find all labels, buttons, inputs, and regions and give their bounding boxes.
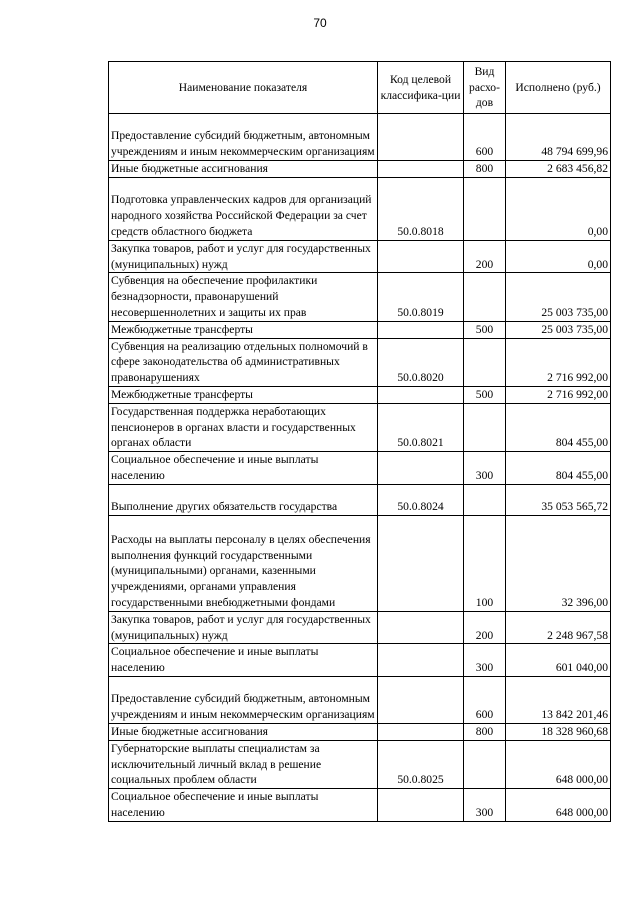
table-row xyxy=(109,386,611,403)
row-executed-amount: 804 455,00 xyxy=(506,403,611,451)
row-target-code xyxy=(378,611,464,644)
table-row xyxy=(109,676,611,723)
row-indicator-name: Предоставление субсидий бюджетным, автономным учреждениям и иным некоммерческим организациям xyxy=(109,114,378,161)
row-indicator-name: Предоставление субсидий бюджетным, автономным учреждениям и иным некоммерческим организациям xyxy=(109,676,378,723)
row-expense-type: 800 xyxy=(464,723,506,740)
row-target-code: 50.0.8018 xyxy=(378,177,464,240)
row-expense-type xyxy=(464,403,506,451)
table-row xyxy=(109,321,611,338)
row-indicator-name: Субвенция на обеспечение профилактики безнадзорности, правонарушений несовершеннолетних и защиты их прав xyxy=(109,273,378,321)
table-row xyxy=(109,452,611,485)
row-target-code: 50.0.8019 xyxy=(378,273,464,321)
row-executed-amount: 648 000,00 xyxy=(506,740,611,788)
header-executed-amount: Исполнено (руб.) xyxy=(506,62,611,114)
row-executed-amount: 2 716 992,00 xyxy=(506,386,611,403)
row-expense-type xyxy=(464,273,506,321)
header-indicator-name: Наименование показателя xyxy=(109,62,378,114)
table-row xyxy=(109,240,611,273)
row-target-code xyxy=(378,240,464,273)
row-target-code xyxy=(378,644,464,677)
row-expense-type: 300 xyxy=(464,644,506,677)
row-executed-amount: 2 716 992,00 xyxy=(506,338,611,386)
row-target-code xyxy=(378,723,464,740)
row-target-code: 50.0.8025 xyxy=(378,740,464,788)
row-executed-amount: 32 396,00 xyxy=(506,515,611,611)
row-indicator-name: Закупка товаров, работ и услуг для государственных (муниципальных) нужд xyxy=(109,611,378,644)
row-expense-type: 200 xyxy=(464,611,506,644)
row-executed-amount: 25 003 735,00 xyxy=(506,321,611,338)
row-target-code xyxy=(378,676,464,723)
table-row xyxy=(109,789,611,822)
table-row xyxy=(109,644,611,677)
row-target-code: 50.0.8021 xyxy=(378,403,464,451)
row-indicator-name: Губернаторские выплаты специалистам за исключительный личный вклад в решение социальных проблем области xyxy=(109,740,378,788)
page-number: 70 xyxy=(313,16,327,30)
row-executed-amount: 804 455,00 xyxy=(506,452,611,485)
row-indicator-name: Социальное обеспечение и иные выплаты населению xyxy=(109,644,378,677)
table-row xyxy=(109,484,611,515)
row-expense-type xyxy=(464,484,506,515)
row-executed-amount: 601 040,00 xyxy=(506,644,611,677)
row-indicator-name: Выполнение других обязательств государства xyxy=(109,484,378,515)
row-executed-amount: 0,00 xyxy=(506,177,611,240)
row-target-code xyxy=(378,386,464,403)
row-target-code: 50.0.8020 xyxy=(378,338,464,386)
table-row xyxy=(109,611,611,644)
table-row xyxy=(109,177,611,240)
header-target-code: Код целевой классифика-ции xyxy=(378,62,464,114)
row-executed-amount: 648 000,00 xyxy=(506,789,611,822)
row-expense-type xyxy=(464,740,506,788)
table-row xyxy=(109,740,611,788)
row-expense-type: 600 xyxy=(464,114,506,161)
row-executed-amount: 2 248 967,58 xyxy=(506,611,611,644)
row-indicator-name: Закупка товаров, работ и услуг для государственных (муниципальных) нужд xyxy=(109,240,378,273)
row-indicator-name: Государственная поддержка неработающих пенсионеров в органах власти и государственных органах области xyxy=(109,403,378,451)
row-expense-type: 500 xyxy=(464,321,506,338)
row-executed-amount: 25 003 735,00 xyxy=(506,273,611,321)
table-row xyxy=(109,161,611,178)
table-row xyxy=(109,515,611,611)
row-indicator-name: Субвенция на реализацию отдельных полномочий в сфере законодательства об административных правонарушениях xyxy=(109,338,378,386)
table-row xyxy=(109,273,611,321)
header-expense-type: Вид расхо-дов xyxy=(464,62,506,114)
row-expense-type: 200 xyxy=(464,240,506,273)
row-target-code: 50.0.8024 xyxy=(378,484,464,515)
row-target-code xyxy=(378,789,464,822)
row-executed-amount: 0,00 xyxy=(506,240,611,273)
budget-execution-table xyxy=(108,61,611,822)
row-target-code xyxy=(378,452,464,485)
row-executed-amount: 48 794 699,96 xyxy=(506,114,611,161)
row-indicator-name: Социальное обеспечение и иные выплаты населению xyxy=(109,452,378,485)
table-header-row xyxy=(109,62,611,114)
row-expense-type xyxy=(464,177,506,240)
row-executed-amount: 18 328 960,68 xyxy=(506,723,611,740)
row-expense-type xyxy=(464,338,506,386)
table-row xyxy=(109,114,611,161)
row-indicator-name: Расходы на выплаты персоналу в целях обеспечения выполнения функций государственными (муниципальными) органами, казенными учреждениями, органами управления государственными внебюджетными фондами xyxy=(109,515,378,611)
row-executed-amount: 2 683 456,82 xyxy=(506,161,611,178)
row-indicator-name: Межбюджетные трансферты xyxy=(109,386,378,403)
row-indicator-name: Иные бюджетные ассигнования xyxy=(109,161,378,178)
row-target-code xyxy=(378,161,464,178)
table-body xyxy=(109,114,611,822)
row-indicator-name: Иные бюджетные ассигнования xyxy=(109,723,378,740)
table-row xyxy=(109,403,611,451)
row-target-code xyxy=(378,114,464,161)
row-indicator-name: Подготовка управленческих кадров для организаций народного хозяйства Российской Федерации за счет средств областного бюджета xyxy=(109,177,378,240)
row-expense-type: 300 xyxy=(464,789,506,822)
row-executed-amount: 35 053 565,72 xyxy=(506,484,611,515)
row-expense-type: 100 xyxy=(464,515,506,611)
row-expense-type: 600 xyxy=(464,676,506,723)
row-indicator-name: Социальное обеспечение и иные выплаты населению xyxy=(109,789,378,822)
row-target-code xyxy=(378,321,464,338)
row-expense-type: 300 xyxy=(464,452,506,485)
row-target-code xyxy=(378,515,464,611)
row-expense-type: 800 xyxy=(464,161,506,178)
row-executed-amount: 13 842 201,46 xyxy=(506,676,611,723)
row-indicator-name: Межбюджетные трансферты xyxy=(109,321,378,338)
table-row xyxy=(109,338,611,386)
table-row xyxy=(109,723,611,740)
row-expense-type: 500 xyxy=(464,386,506,403)
